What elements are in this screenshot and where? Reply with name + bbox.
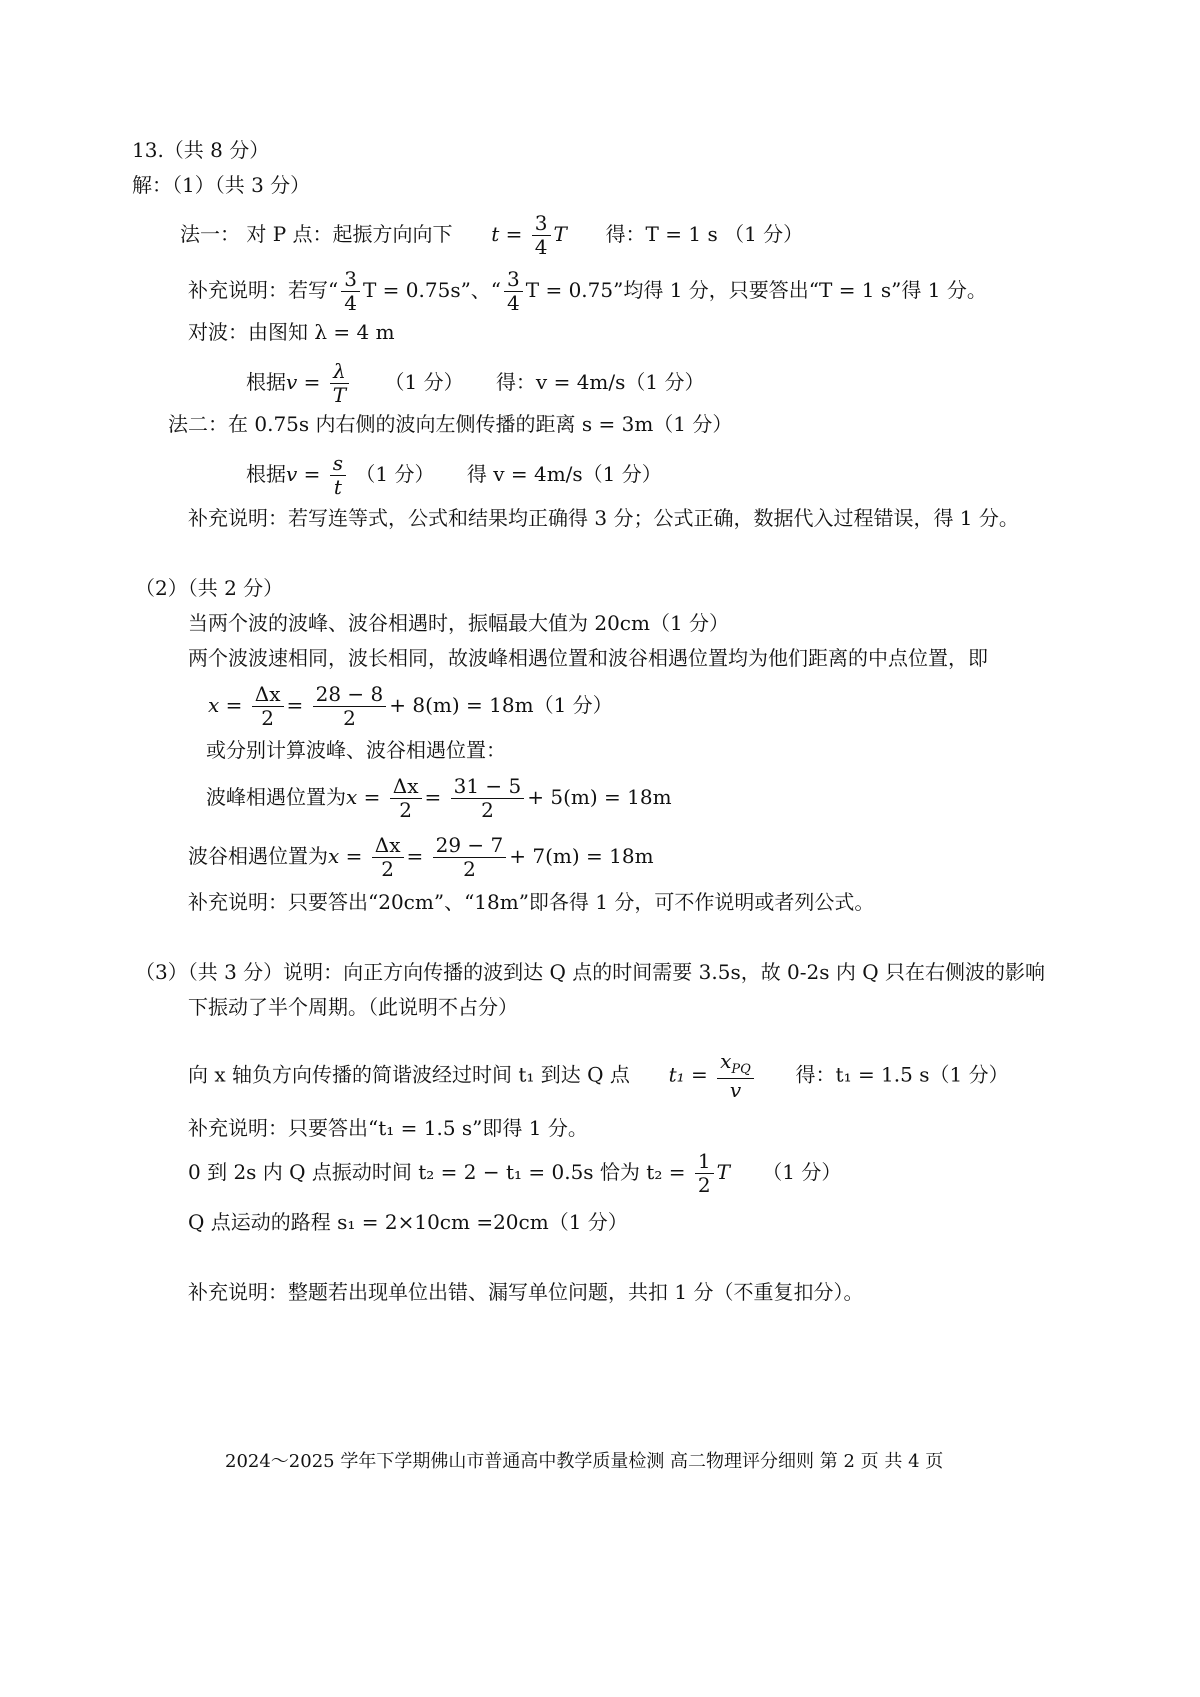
t1-formula: 向 x 轴负方向传播的简谐波经过时间 t₁ 到达 Q 点 t₁ = $\frac{x_{PQ}}{v}$ 得：t₁ = 1.5 s（1 分）: [188, 1049, 1009, 1102]
t-eq: t =: [491, 222, 523, 246]
fraction-3-4: $\frac{3}{4}$: [532, 212, 551, 259]
peak-formula: 波峰相遇位置为x = $\frac{\Delta x}{2}$ = $\frac{31 - 5}{2}$ + 5(m) = 18m: [206, 774, 672, 822]
or-line: 或分别计算波峰、波谷相遇位置：: [206, 738, 506, 762]
method2-line: 法二：在 0.75s 内右侧的波向左侧传播的距离 s = 3m（1 分）: [168, 412, 733, 436]
final-note: 补充说明：整题若出现单位出错、漏写单位问题，共扣 1 分（不重复扣分）。: [188, 1280, 864, 1304]
method1-result: 得：T = 1 s: [605, 222, 718, 246]
part2-heading: （2）（共 2 分）: [135, 576, 284, 600]
t1-note: 补充说明：只要答出“t₁ = 1.5 s”即得 1 分。: [188, 1116, 588, 1140]
part2-line2: 两个波波速相同，波长相同，故波峰相遇位置和波谷相遇位置均为他们距离的中点位置，即: [188, 646, 988, 670]
speed-formula-2: 根据v = $\frac{s}{t}$ （1 分） 得 v = 4m/s（1 分）: [246, 451, 662, 499]
answer-heading: 解：（1）（共 3 分）: [132, 173, 311, 197]
trough-formula: 波谷相遇位置为x = $\frac{\Delta x}{2}$ = $\frac{29 - 7}{2}$ + 7(m) = 18m: [188, 833, 654, 881]
part3-heading2: 下振动了半个周期。（此说明不占分）: [188, 995, 518, 1019]
method1-label: 法一：: [180, 222, 240, 246]
vibration-time: 0 到 2s 内 Q 点振动时间 t₂ = 2 − t₁ = 0.5s 恰为 t₂ = $\frac{1}{2}$ T （1 分）: [188, 1149, 842, 1197]
midpoint-formula: x = $\frac{\Delta x}{2}$ = $\frac{28 - 8}{2}$ + 8(m) = 18m（1 分）: [208, 682, 613, 730]
method1-score: （1 分）: [724, 222, 804, 246]
part3-heading: （3）（共 3 分）说明：向正方向传播的波到达 Q 点的时间需要 3.5s，故 0-2s 内 Q 只在右侧波的影响: [135, 960, 1045, 984]
method1-text: 对 P 点：起振方向向下: [246, 222, 453, 246]
method1-line: 法一： 对 P 点：起振方向向下 t = $\frac{3}{4}$ T 得：T = 1 s （1 分）: [180, 211, 804, 259]
wave-lambda: 对波：由图知 λ = 4 m: [188, 320, 395, 344]
part2-note: 补充说明：只要答出“20cm”、“18m”即各得 1 分，可不作说明或者列公式。: [188, 890, 875, 914]
path-length: Q 点运动的路程 s₁ = 2×10cm =20cm（1 分）: [188, 1210, 628, 1234]
note1: 补充说明：若写“ $\frac{3}{4}$ T = 0.75s”、“ $\frac{3}{4}$ T = 0.75”均得 1 分，只要答出“T = 1 s”得 1 分。: [188, 267, 987, 315]
page-footer: 2024～2025 学年下学期佛山市普通高中教学质量检测 高二物理评分细则 第 2 页 共 4 页: [225, 1451, 944, 1472]
note2: 补充说明：若写连等式，公式和结果均正确得 3 分；公式正确，数据代入过程错误，得 1 分。: [188, 506, 1019, 530]
question-number: 13.（共 8 分）: [132, 138, 270, 162]
speed-formula-1: 根据v = $\frac{\lambda}{T}$ （1 分） 得：v = 4m/s（1 分）: [246, 359, 705, 407]
part2-line1: 当两个波的波峰、波谷相遇时，振幅最大值为 20cm（1 分）: [188, 611, 730, 635]
